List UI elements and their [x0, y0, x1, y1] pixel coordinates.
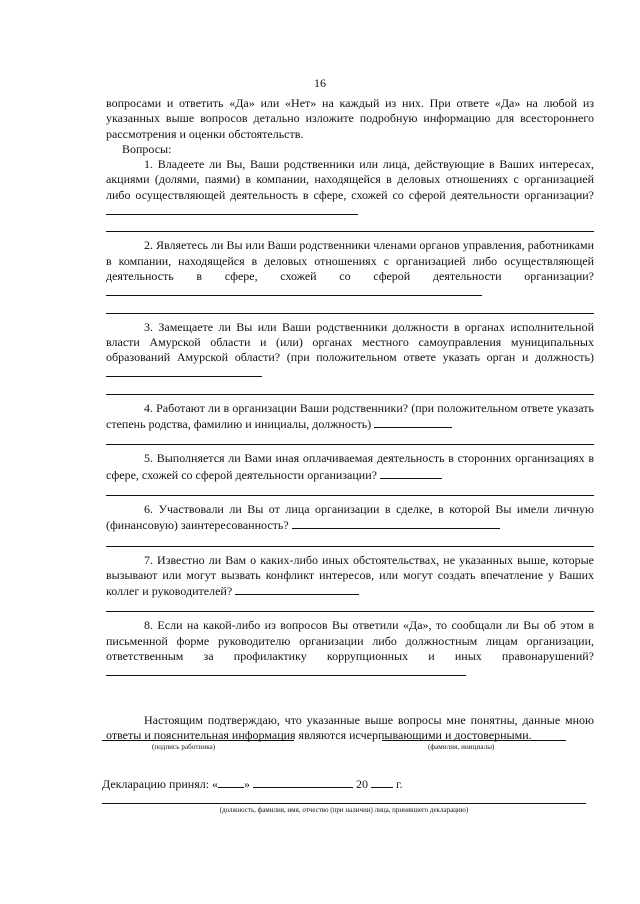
declaration-label: Декларацию принял: « [102, 777, 219, 791]
question-text: 5. Выполняется ли Вами иная оплачиваемая деятельность в сторонних организациях в сфере, схожей со сферой деятельности организации? [106, 451, 594, 482]
page-number: 16 [314, 76, 326, 90]
year-suffix: г. [396, 777, 403, 791]
name-initials-line[interactable] [382, 740, 566, 741]
answer-field[interactable] [235, 583, 359, 595]
answer-line[interactable] [106, 534, 594, 547]
answer-line[interactable] [106, 599, 594, 612]
question-8 [106, 618, 594, 680]
answer-line[interactable] [106, 219, 594, 232]
answer-field[interactable] [106, 664, 466, 676]
answer-line[interactable] [106, 432, 594, 445]
quote-close: » [244, 777, 251, 791]
question-text: 7. Известно ли Вам о каких-либо иных обстоятельствах, не указанных выше, которые вызывают или могут вызвать конфликт интересов, или могут создать впечатление у Ваших коллег и руководителей? [106, 552, 594, 599]
question-text: 2. Являетесь ли Вы или Ваши родственники членами органов управления, работниками в компании, находящейся в деловых отношениях с организацией либо осуществляющей деятельность в сфере, схожей со сферой деятельности организации? [106, 238, 594, 283]
answer-field[interactable] [106, 203, 358, 215]
question-text: 6. Участвовали ли Вы от лица организации в сделке, в которой Вы имели личную (финансовую) заинтересованность? [106, 501, 594, 533]
receiver-caption: (должность, фамилия, имя, отчество (при наличии) лица, принявшего декларацию) [219, 806, 469, 814]
question-text: 1. Владеете ли Вы, Ваши родственники или лица, действующие в Ваших интересах, акциями (долями, паями) в компании, находящейся в деловых отношениях с организацией либо осуществляющей деятельность в сфере, схожей со сферой деятельности организации? [106, 157, 594, 202]
questions-label: Вопросы: [122, 141, 172, 156]
question-6 [106, 502, 594, 547]
answer-field[interactable] [292, 517, 500, 529]
question-1 [106, 157, 594, 232]
answer-field[interactable] [106, 284, 482, 296]
question-4 [106, 401, 594, 446]
year-field[interactable] [371, 776, 393, 788]
declaration-accepted-row [102, 776, 403, 792]
month-field[interactable] [253, 776, 353, 788]
question-7 [106, 553, 594, 613]
answer-line[interactable] [106, 301, 594, 314]
answer-field[interactable] [380, 467, 442, 479]
answer-line[interactable] [106, 483, 594, 496]
question-text: 3. Замещаете ли Вы или Ваши родственники должности в органах исполнительной власти Амурской области и (или) органах местного самоуправления муниципальных образований Амурской области? (при положительном ответе указать орган и должность) [106, 319, 594, 365]
employee-signature-caption: (подпись работника) [152, 743, 216, 751]
year-prefix: 20 [356, 777, 369, 791]
answer-field[interactable] [374, 416, 452, 428]
question-5 [106, 451, 594, 496]
day-field[interactable] [218, 776, 244, 788]
receiver-line[interactable] [102, 803, 586, 804]
question-text: 4. Работают ли в организации Ваши родственники? (при положительном ответе указать степень родства, фамилию и инициалы, должность) [106, 400, 594, 432]
employee-signature-line[interactable] [102, 740, 294, 741]
name-initials-caption: (фамилия, инициалы) [428, 743, 495, 751]
declaration-body [106, 96, 594, 743]
confirmation-paragraph: Настоящим подтверждаю, что указанные выше вопросы мне понятны, данные мною ответы и пояснительная информация являются исчерпывающими и достоверными. [106, 712, 594, 742]
signature-block [102, 740, 594, 764]
answer-line[interactable] [106, 382, 594, 395]
question-3 [106, 320, 594, 395]
question-text: 8. Если на какой-либо из вопросов Вы ответили «Да», то сообщали ли Вы об этом в письменной форме руководителю организации либо должностным лицам организации, ответственным за профилактику коррупционных и иных правонарушений? [106, 618, 594, 664]
intro-paragraph: вопросами и ответить «Да» или «Нет» на каждый из них. При ответе «Да» на любой из указанных выше вопросов детально изложите подробную информацию для всестороннего рассмотрения и оценки обстоятельств. [106, 96, 594, 141]
answer-field[interactable] [106, 365, 262, 377]
question-2 [106, 238, 594, 313]
